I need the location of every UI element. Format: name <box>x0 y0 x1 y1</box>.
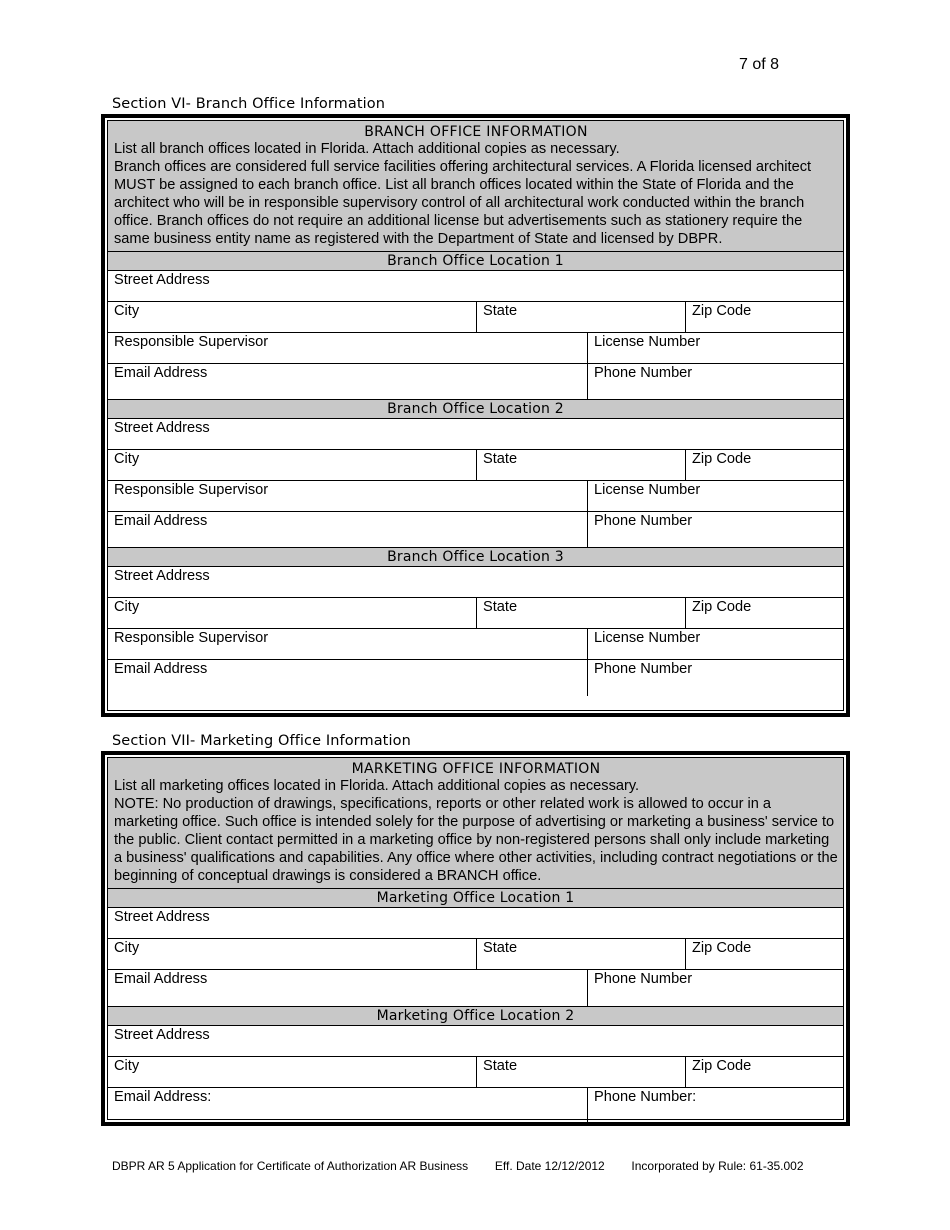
marketing-2-zip-field[interactable]: Zip Code <box>692 1058 752 1074</box>
page-number: 7 of 8 <box>739 56 780 73</box>
branch-2-city-field[interactable]: City <box>108 450 477 480</box>
branch-3-street-field[interactable]: Street Address <box>114 568 210 584</box>
branch-3-state-field[interactable]: State <box>477 598 686 628</box>
footer-rule: Incorporated by Rule: 61-35.002 <box>631 1159 804 1173</box>
page-footer <box>112 1159 804 1173</box>
branch-office-description: Branch offices are considered full service facilities offering architectural services. A Florida licensed architect MUST be assigned to each branch office. List all branch offices located within the State of Florida and the architect who will be in responsible supervisory control of all architectural work conducted within the branch office. Branch offices do not require an additional license but advertisements such as stationery require the same business entity name as registered with the Department of State and licensed by DBPR. <box>114 159 812 247</box>
footer-eff-date: Eff. Date 12/12/2012 <box>494 1159 605 1173</box>
marketing-1-zip-field[interactable]: Zip Code <box>692 940 752 956</box>
branch-office-intro: List all branch offices located in Florida. Attach additional copies as necessary. <box>114 141 620 157</box>
branch-1-city-field[interactable]: City <box>108 302 477 332</box>
branch-location-3-title: Branch Office Location 3 <box>108 548 843 567</box>
branch-location-2-title: Branch Office Location 2 <box>108 400 843 419</box>
branch-3-email-field[interactable]: Email Address <box>108 660 588 696</box>
branch-2-state-field[interactable]: State <box>477 450 686 480</box>
marketing-office-header-title: MARKETING OFFICE INFORMATION <box>351 761 601 777</box>
marketing-2-state-field[interactable]: State <box>477 1057 686 1087</box>
marketing-1-city-field[interactable]: City <box>108 939 477 969</box>
branch-3-supervisor-field[interactable]: Responsible Supervisor <box>108 629 588 659</box>
branch-office-header <box>108 121 843 252</box>
branch-location-1-title: Branch Office Location 1 <box>108 252 843 271</box>
branch-3-city-field[interactable]: City <box>108 598 477 628</box>
marketing-2-email-field[interactable]: Email Address: <box>108 1088 588 1124</box>
footer-form-name: DBPR AR 5 Application for Certificate of Authorization AR Business <box>112 1159 469 1173</box>
branch-2-phone-field[interactable]: Phone Number <box>594 513 693 529</box>
marketing-office-intro: List all marketing offices located in Florida. Attach additional copies as necessary. <box>114 778 640 794</box>
branch-office-header-title: BRANCH OFFICE INFORMATION <box>364 124 588 140</box>
marketing-office-header <box>108 758 843 889</box>
branch-3-phone-field[interactable]: Phone Number <box>594 661 693 677</box>
section-6-title: Section VI- Branch Office Information <box>112 96 386 112</box>
marketing-1-phone-field[interactable]: Phone Number <box>594 971 693 987</box>
branch-2-street-field[interactable]: Street Address <box>114 420 210 436</box>
branch-2-supervisor-field[interactable]: Responsible Supervisor <box>108 481 588 511</box>
marketing-office-description: NOTE: No production of drawings, specifications, reports or other related work is allowed to occur in a marketing office. Such office is intended solely for the purpose of advertising or marketing a business' service to the public. Client contact permitted in a marketing office by non-registered persons shall only include marketing a business' qualifications and capabilities. Any office where other activities, including contract negotiations or the beginning of conceptual drawings is considered a BRANCH office. <box>114 796 838 884</box>
section-7-title: Section VII- Marketing Office Information <box>112 733 411 749</box>
branch-3-license-field[interactable]: License Number <box>594 630 701 646</box>
branch-3-zip-field[interactable]: Zip Code <box>692 599 752 615</box>
branch-2-license-field[interactable]: License Number <box>594 482 701 498</box>
marketing-location-2-title: Marketing Office Location 2 <box>108 1007 843 1026</box>
branch-1-phone-field[interactable]: Phone Number <box>594 365 693 381</box>
marketing-2-city-field[interactable]: City <box>108 1057 477 1087</box>
branch-2-email-field[interactable]: Email Address <box>108 512 588 547</box>
marketing-2-phone-field[interactable]: Phone Number: <box>594 1089 697 1105</box>
marketing-1-email-field[interactable]: Email Address <box>108 970 588 1006</box>
marketing-1-state-field[interactable]: State <box>477 939 686 969</box>
branch-1-license-field[interactable]: License Number <box>594 334 701 350</box>
branch-1-supervisor-field[interactable]: Responsible Supervisor <box>108 333 588 363</box>
branch-1-email-field[interactable]: Email Address <box>108 364 588 399</box>
branch-1-street-field[interactable]: Street Address <box>114 272 210 288</box>
branch-1-zip-field[interactable]: Zip Code <box>692 303 752 319</box>
branch-1-state-field[interactable]: State <box>477 302 686 332</box>
marketing-1-street-field[interactable]: Street Address <box>114 909 210 925</box>
branch-office-form <box>101 114 850 717</box>
branch-2-zip-field[interactable]: Zip Code <box>692 451 752 467</box>
marketing-2-street-field[interactable]: Street Address <box>114 1027 210 1043</box>
marketing-location-1-title: Marketing Office Location 1 <box>108 889 843 908</box>
marketing-office-form <box>101 751 850 1126</box>
